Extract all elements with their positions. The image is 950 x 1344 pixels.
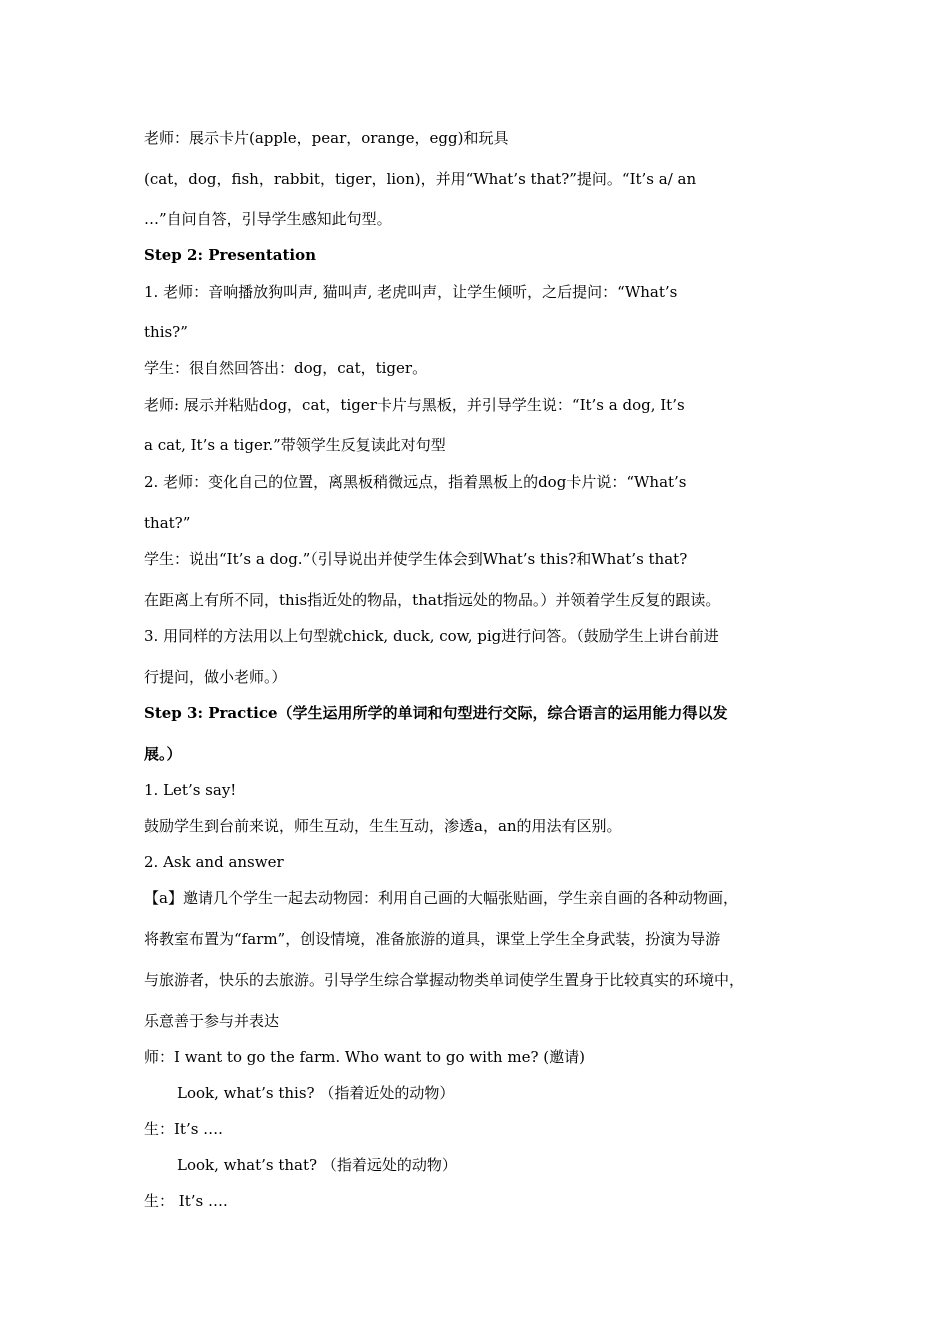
text-line: that?”: [144, 514, 191, 532]
text-line: 乐意善于参与并表达: [144, 1012, 280, 1030]
text-line: 2. 老师：变化自己的位置，离黑板稍微远点，指着黑板上的dog卡片说：“What’s: [144, 473, 687, 491]
text-line: 学生：很自然回答出：dog，cat，tiger。: [144, 359, 428, 377]
section-heading: Step 2: Presentation: [144, 246, 317, 264]
text-line: 在距离上有所不同，this指近处的物品，that指远处的物品。）并领着学生反复的跟读。: [144, 591, 721, 609]
text-line: 鼓励学生到台前来说，师生互动，生生互动，渗透a，an的用法有区别。: [144, 817, 622, 835]
text-line: 生： It’s ….: [144, 1192, 228, 1210]
section-heading: Step 3: Practice（学生运用所学的单词和句型进行交际，综合语言的运用能力得以发: [144, 704, 728, 722]
text-line: 2. Ask and answer: [144, 853, 284, 871]
text-line: …”自问自答，引导学生感知此句型。: [144, 210, 392, 228]
text-line: 【a】邀请几个学生一起去动物园：利用自己画的大幅张贴画，学生亲自画的各种动物画，: [144, 889, 738, 907]
text-line: 行提问，做小老师。）: [144, 668, 287, 686]
text-line: 老师：展示卡片(apple，pear，orange，egg)和玩具: [144, 129, 509, 147]
text-line: 与旅游者，快乐的去旅游。引导学生综合掌握动物类单词使学生置身于比较真实的环境中，: [144, 971, 745, 989]
text-line: 师：I want to go the farm. Who want to go with me? (邀请): [144, 1048, 585, 1066]
text-line: 1. 老师：音响播放狗叫声, 猫叫声, 老虎叫声，让学生倾听，之后提问：“What’s: [144, 283, 678, 301]
text-line: 3. 用同样的方法用以上句型就chick, duck, cow, pig进行问答。（鼓励学生上讲台前进: [144, 627, 719, 645]
section-heading: 展。）: [144, 745, 182, 763]
text-line: 将教室布置为“farm”，创设情境，准备旅游的道具，课堂上学生全身武装，扮演为导游: [144, 930, 721, 948]
text-line: 学生：说出“It’s a dog.”（引导说出并使学生体会到What’s this?和What’s that?: [144, 550, 688, 568]
text-line: this?”: [144, 323, 188, 341]
text-line: 1. Let’s say!: [144, 781, 237, 799]
text-line: a cat, It’s a tiger.”带领学生反复读此对句型: [144, 436, 446, 454]
text-line: 老师: 展示并粘贴dog，cat，tiger卡片与黑板，并引导学生说：“It’s a dog, It’s: [144, 396, 685, 414]
text-line: 生：It’s ….: [144, 1120, 223, 1138]
text-line: Look, what’s that? （指着远处的动物）: [177, 1156, 457, 1174]
text-line: (cat，dog，fish，rabbit，tiger，lion)，并用“What’s that?”提问。“It’s a/ an: [144, 170, 697, 188]
text-line: Look, what’s this? （指着近处的动物）: [177, 1084, 455, 1102]
